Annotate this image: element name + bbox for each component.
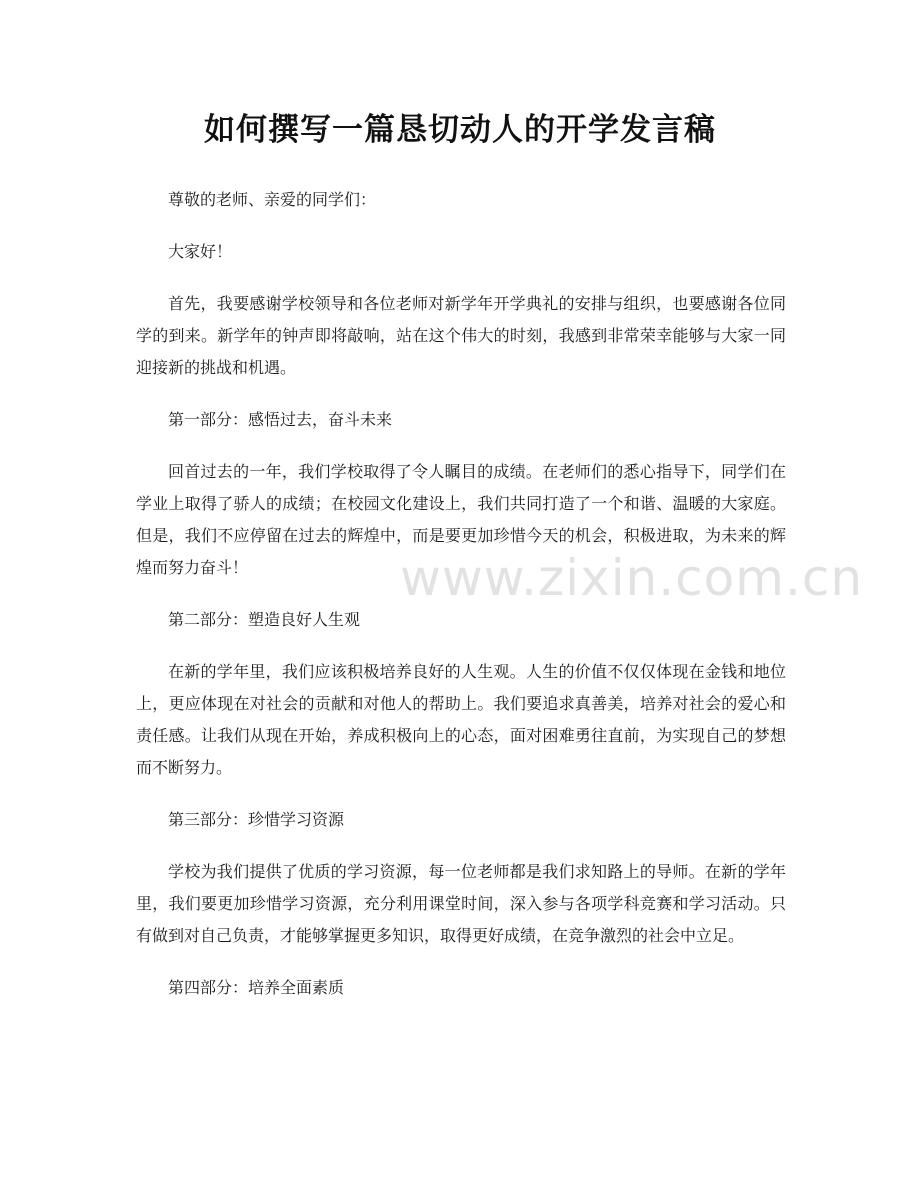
watermark-text: www.zixin.com.cn	[400, 549, 864, 607]
section-2-heading: 第二部分：塑造良好人生观	[168, 610, 361, 629]
greeting-paragraph: 大家好！	[168, 242, 233, 261]
intro-paragraph: 首先，我要感谢学校领导和各位老师对新学年开学典礼的安排与组织，也要感谢各位同学的到来。新学年的钟声即将敲响，站在这个伟大的时刻，我感到非常荣幸能够与大家一同迎接新的挑战和机遇。	[136, 294, 786, 377]
section-3-paragraph: 学校为我们提供了优质的学习资源，每一位老师都是我们求知路上的导师。在新的学年里，我们要更加珍惜学习资源，充分利用课堂时间，深入参与各项学科竞赛和学习活动。只有做到对自己负责，才能够掌握更多知识，取得更好成绩，在竞争激烈的社会中立足。	[136, 862, 786, 945]
document-title: 如何撰写一篇恳切动人的开学发言稿	[204, 112, 716, 148]
section-2-paragraph: 在新的学年里，我们应该积极培养良好的人生观。人生的价值不仅仅体现在金钱和地位上，更应体现在对社会的贡献和对他人的帮助上。我们要追求真善美，培养对社会的爱心和责任感。让我们从现在开始，养成积极向上的心态，面对困难勇往直前，为实现自己的梦想而不断努力。	[136, 662, 786, 777]
section-1-paragraph: 回首过去的一年，我们学校取得了令人瞩目的成绩。在老师们的悉心指导下，同学们在学业上取得了骄人的成绩；在校园文化建设上，我们共同打造了一个和谐、温暖的大家庭。但是，我们不应停留在过去的辉煌中，而是要更加珍惜今天的机会，积极进取，为未来的辉煌而努力奋斗！	[136, 462, 786, 577]
document-body	[136, 184, 786, 1024]
salutation-paragraph: 尊敬的老师、亲爱的同学们：	[168, 190, 377, 209]
section-3-heading: 第三部分：珍惜学习资源	[168, 810, 345, 829]
section-4-heading: 第四部分：培养全面素质	[168, 978, 345, 997]
section-1-heading: 第一部分：感悟过去，奋斗未来	[168, 410, 393, 429]
